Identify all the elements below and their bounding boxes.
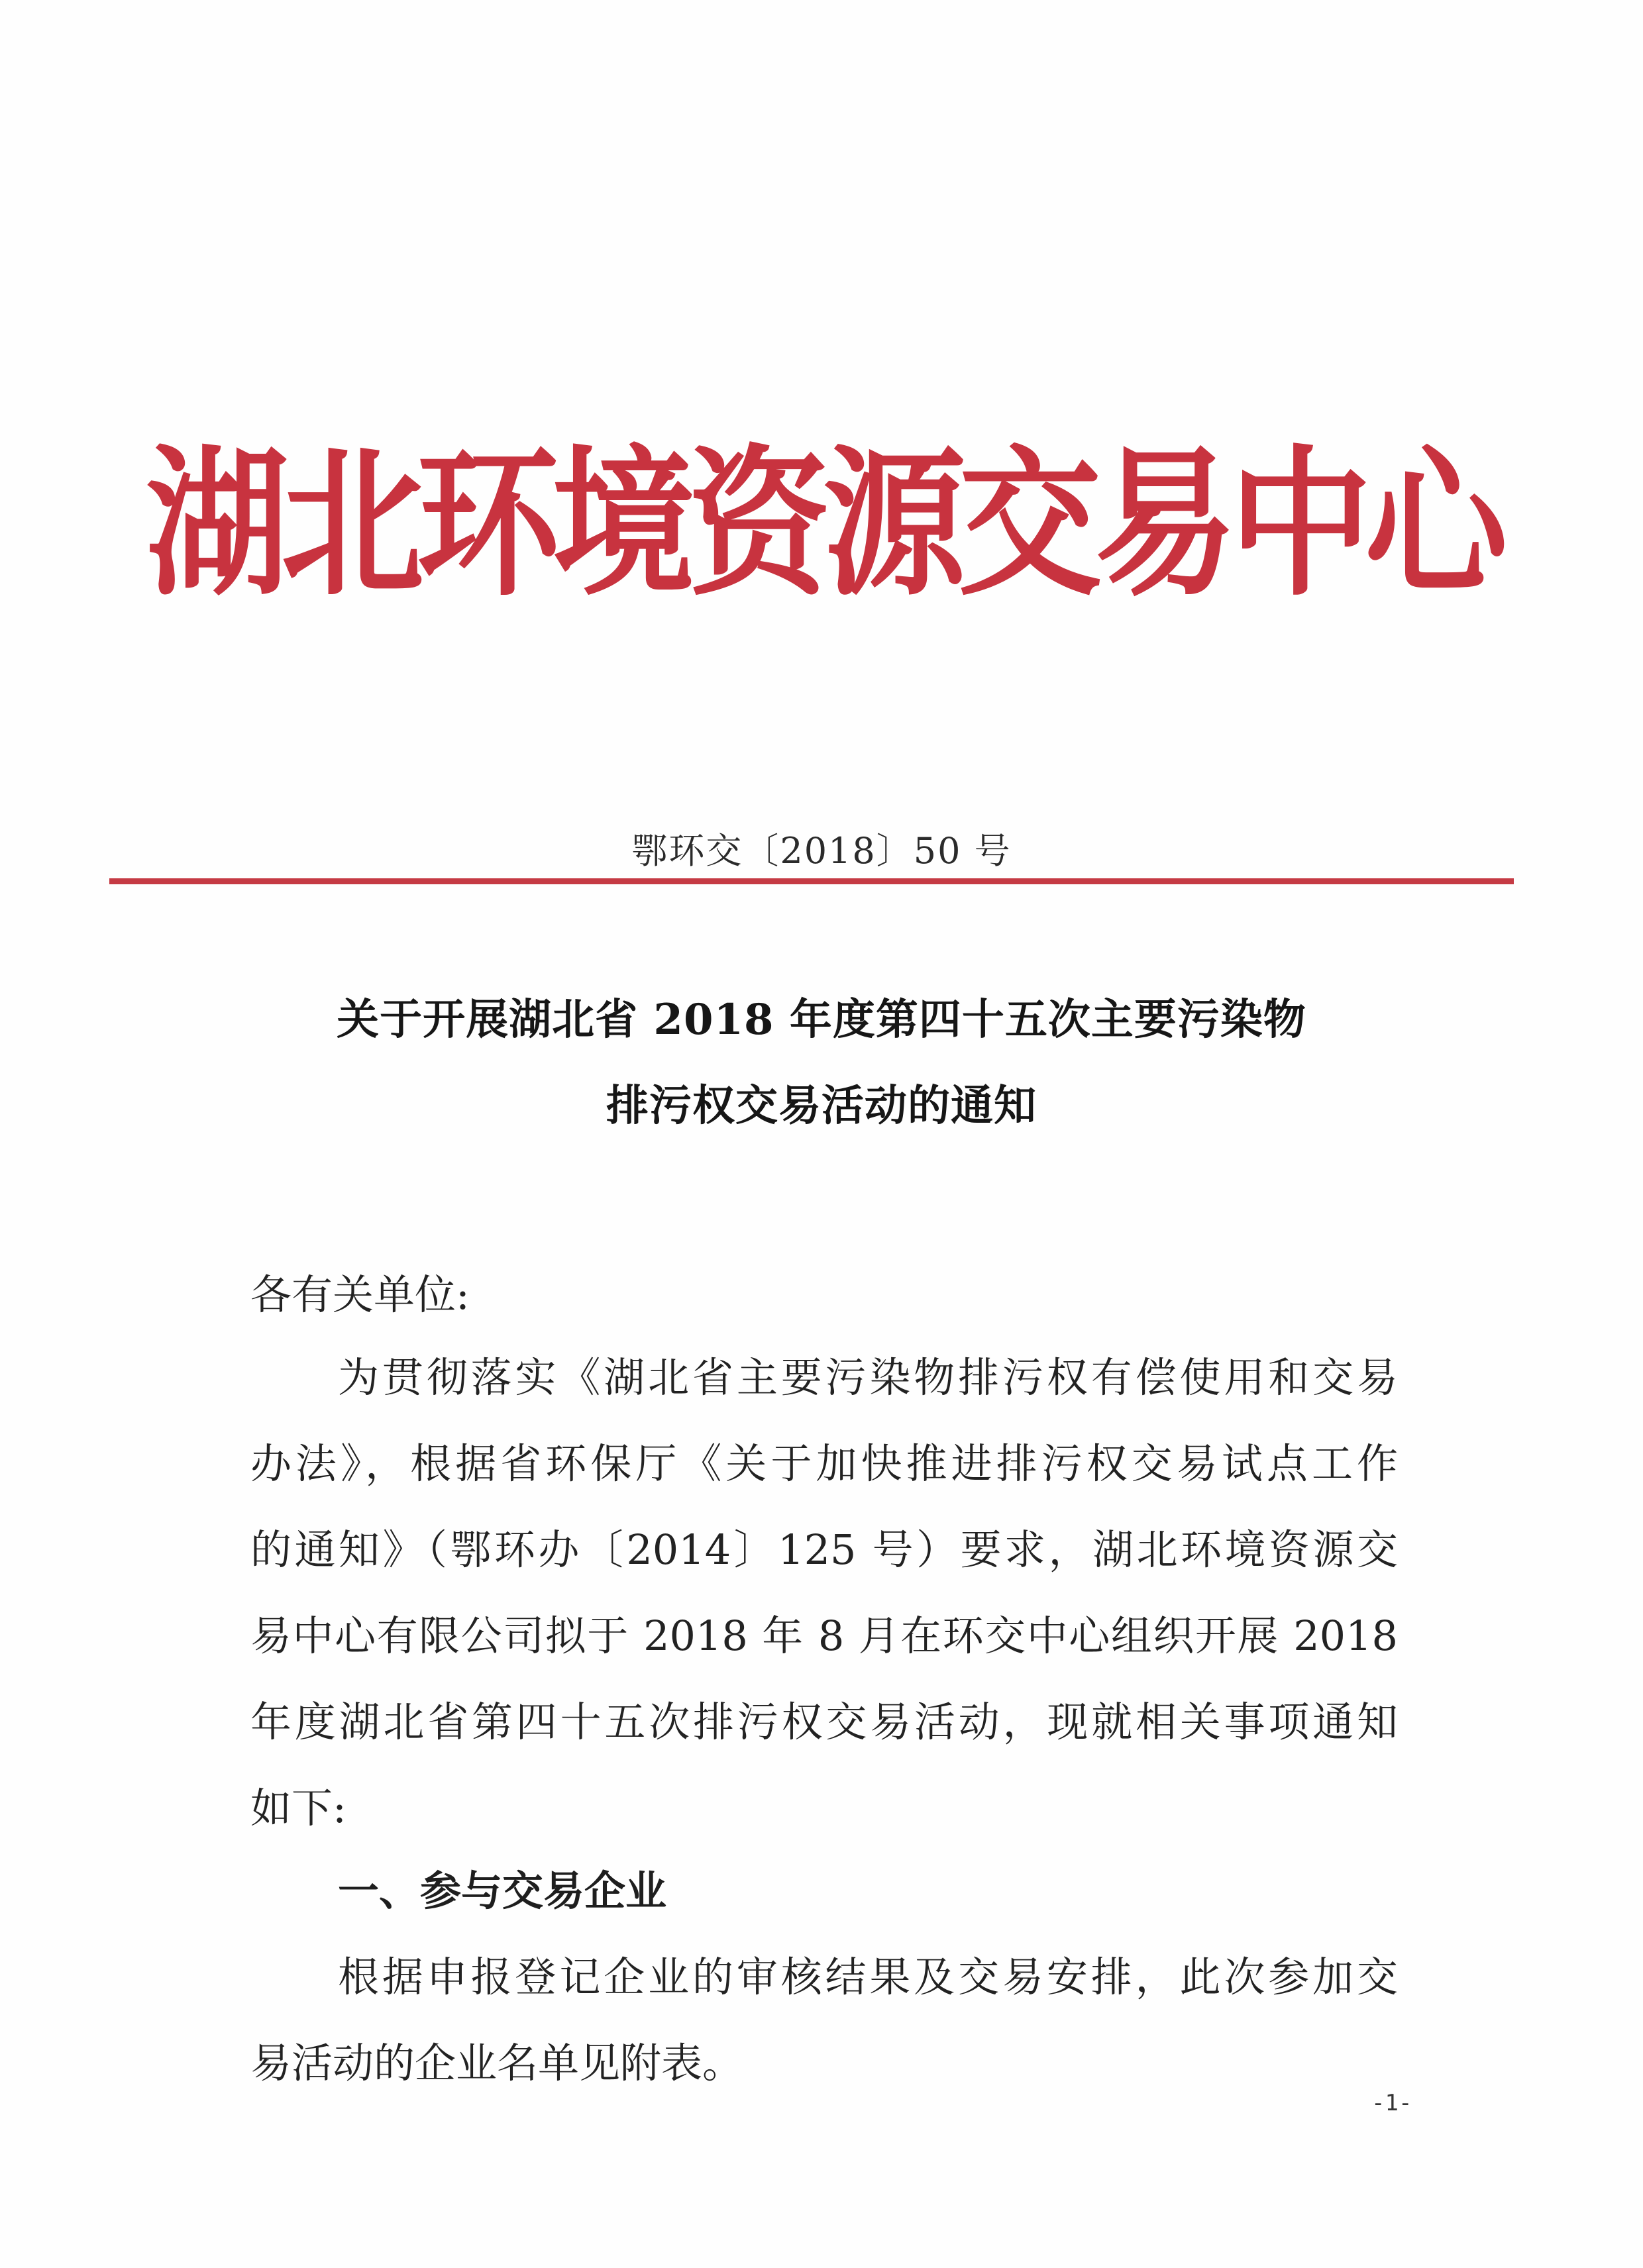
masthead-char: 易: [1094, 429, 1238, 618]
paragraph-line: 的通知》（鄂环办〔2014〕125 号）要求，湖北环境资源交: [250, 1525, 1398, 1574]
paragraph-line: 根据申报登记企业的审核结果及交易安排，此次参加交: [338, 1953, 1398, 2001]
paragraph-line: 易中心有限公司拟于 2018 年 8 月在环交中心组织开展 2018: [250, 1612, 1398, 1660]
masthead-char: 源: [823, 429, 967, 618]
salutation: 各有关单位:: [250, 1270, 470, 1319]
masthead-char: 中: [1229, 429, 1373, 618]
document-title-line-1: 关于开展湖北省 2018 年度第四十五次主要污染物: [337, 995, 1306, 1045]
masthead-char: 境: [552, 429, 696, 618]
page-number: -1-: [1371, 2090, 1412, 2116]
masthead-char: 环: [416, 429, 560, 618]
paragraph-line: 如下:: [250, 1784, 346, 1832]
paragraph-line: 年度湖北省第四十五次排污权交易活动，现就相关事项通知: [250, 1698, 1398, 1746]
masthead-char: 北: [281, 429, 425, 618]
masthead-char: 心: [1364, 429, 1508, 618]
masthead-char: 交: [958, 429, 1102, 618]
red-separator-line: [109, 878, 1514, 884]
document-title-line-2: 排污权交易活动的通知: [606, 1081, 1037, 1131]
section-heading: 一、参与交易企业: [338, 1867, 667, 1915]
masthead-char: 资: [687, 429, 831, 618]
masthead-title: [146, 424, 1508, 623]
masthead-char: 湖: [146, 429, 290, 618]
paragraph-line: 办法》，根据省环保厅《关于加快推进排污权交易试点工作: [250, 1439, 1398, 1488]
paragraph-line: 易活动的企业名单见附表。: [250, 2039, 744, 2087]
paragraph-line: 为贯彻落实《湖北省主要污染物排污权有偿使用和交易: [338, 1353, 1398, 1402]
document-number: 鄂环交〔2018〕50 号: [631, 830, 1012, 872]
